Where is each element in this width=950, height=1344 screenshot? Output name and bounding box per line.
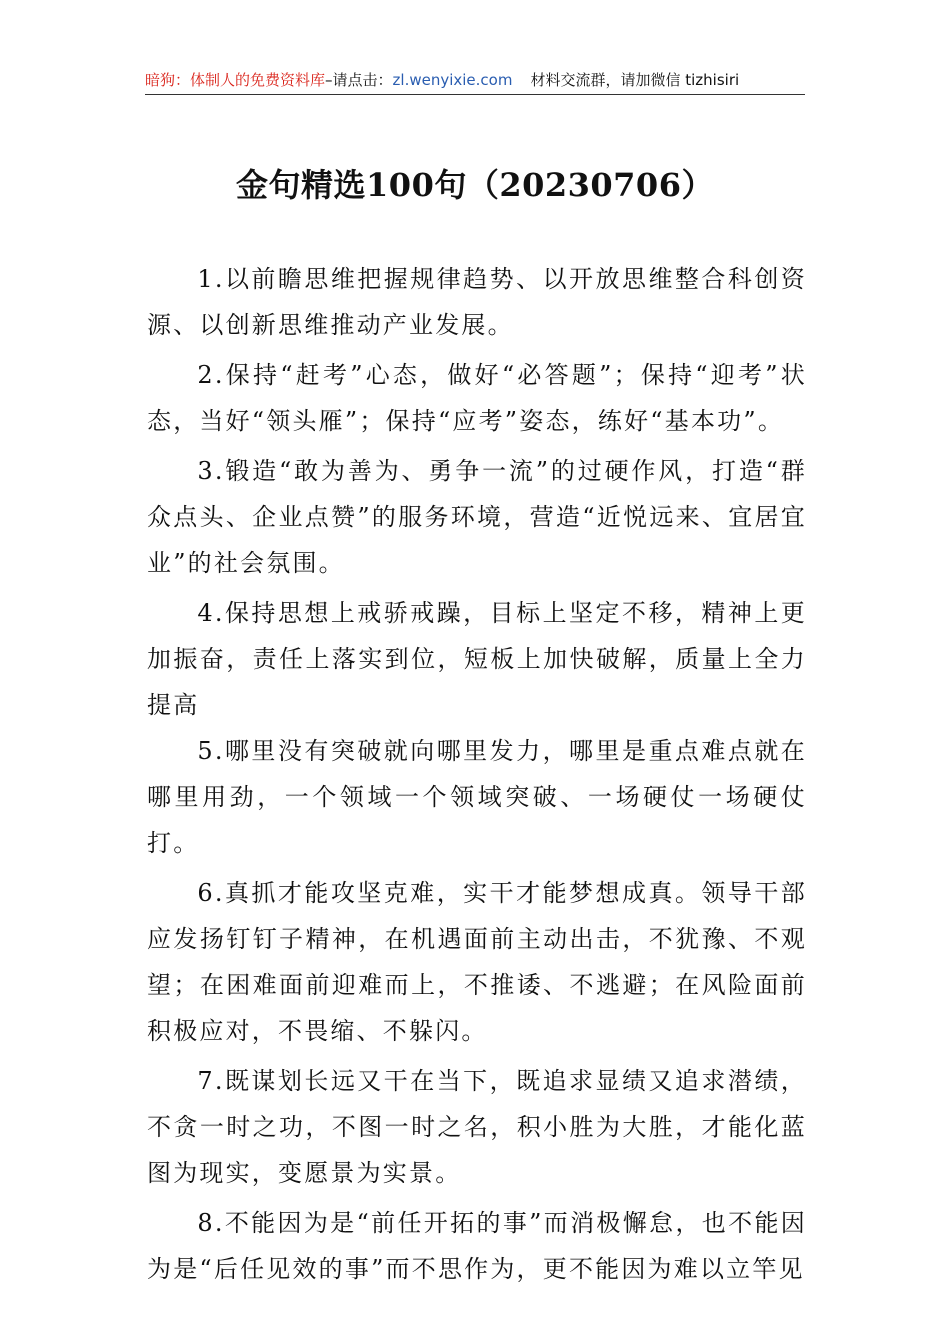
paragraph-2: 2.保持“赶考”心态，做好“必答题”；保持“迎考”状态，当好“领头雁”；保持“应考”姿态，练好“基本功”。 xyxy=(147,361,807,435)
document-body xyxy=(147,256,807,1292)
paragraph-5: 5.哪里没有突破就向哪里发力，哪里是重点难点就在哪里用劲，一个领域一个领域突破、一场硬仗一场硬仗打。 xyxy=(147,737,807,857)
header-contact: 材料交流群，请加微信 tizhisiri xyxy=(530,71,740,89)
paragraph-4: 4.保持思想上戒骄戒躁，目标上坚定不移，精神上更加振奋，责任上落实到位，短板上加快破解，质量上全力提高 xyxy=(147,599,807,719)
paragraph-7: 7.既谋划长远又干在当下，既追求显绩又追求潜绩，不贪一时之功，不图一时之名，积小胜为大胜，才能化蓝图为现实，变愿景为实景。 xyxy=(147,1067,807,1187)
paragraph-8: 8.不能因为是“前任开拓的事”而消极懈怠，也不能因为是“后任见效的事”而不思作为，更不能因为难以立竿见 xyxy=(147,1209,807,1283)
header-url-link[interactable]: zl.wenyixie.com xyxy=(392,71,513,89)
document-title: 金句精选100句（20230706） xyxy=(236,166,714,204)
paragraph-3: 3.锻造“敢为善为、勇争一流”的过硬作风，打造“群众点头、企业点赞”的服务环境，营造“近悦远来、宜居宜业”的社会氛围。 xyxy=(147,457,807,577)
page-header xyxy=(145,70,805,95)
paragraph-1: 1.以前瞻思维把握规律趋势、以开放思维整合科创资源、以创新思维推动产业发展。 xyxy=(147,265,807,339)
paragraph-6: 6.真抓才能攻坚克难，实干才能梦想成真。领导干部应发扬钉钉子精神，在机遇面前主动出击，不犹豫、不观望；在困难面前迎难而上，不推诿、不逃避；在风险面前积极应对，不畏缩、不躲闪。 xyxy=(147,879,807,1045)
header-prompt: –请点击： xyxy=(325,71,393,89)
header-brand: 暗狗：体制人的免费资料库 xyxy=(145,71,326,89)
